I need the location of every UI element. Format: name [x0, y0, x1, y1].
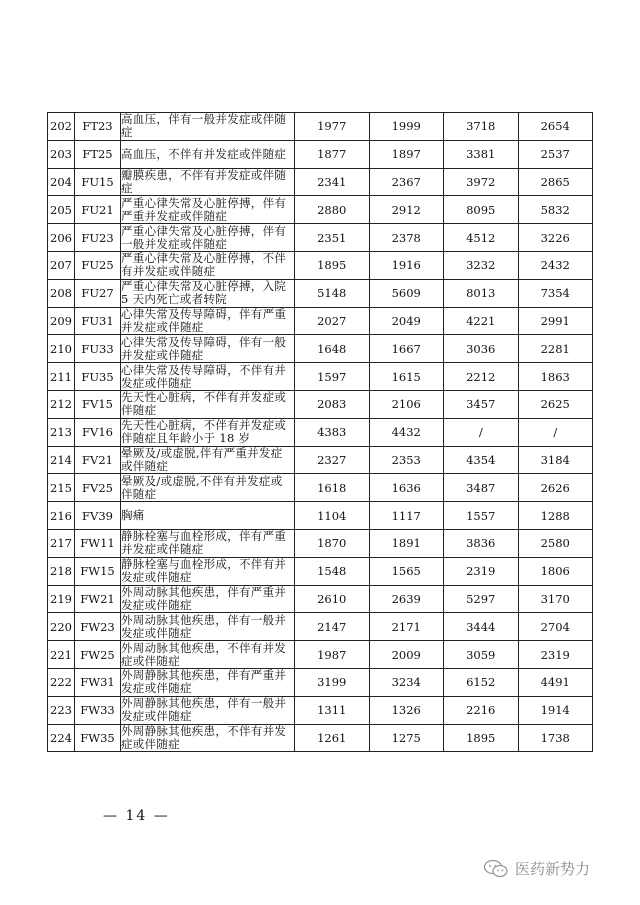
table-row: [48, 557, 593, 585]
value-1: 1548: [295, 557, 370, 585]
value-1: 1311: [295, 696, 370, 724]
row-number: 203: [48, 140, 75, 168]
table-row: [48, 668, 593, 696]
value-1: 2083: [295, 390, 370, 418]
group-name: 心律失常及传导障碍，不伴有并发症或伴随症: [121, 363, 295, 391]
value-4: 2991: [518, 307, 593, 335]
table-row: [48, 585, 593, 613]
value-3: 8095: [444, 196, 519, 224]
row-number: 217: [48, 529, 75, 557]
value-1: 1870: [295, 529, 370, 557]
row-number: 221: [48, 641, 75, 669]
table-row: [48, 418, 593, 446]
value-3: 2319: [444, 557, 519, 585]
drg-code: FW23: [75, 613, 121, 641]
row-number: 212: [48, 390, 75, 418]
group-name: 晕厥及/或虚脱,伴有严重并发症或伴随症: [121, 446, 295, 474]
value-4: 2537: [518, 140, 593, 168]
value-2: 1916: [369, 251, 444, 279]
value-4: 1806: [518, 557, 593, 585]
value-3: 2212: [444, 363, 519, 391]
table-body: [48, 113, 593, 752]
value-1: 2880: [295, 196, 370, 224]
value-2: 4432: [369, 418, 444, 446]
value-4: 7354: [518, 279, 593, 307]
group-name: 先天性心脏病，不伴有并发症或伴随症且年龄小于 18 岁: [121, 418, 295, 446]
drg-code: FU23: [75, 224, 121, 252]
row-number: 208: [48, 279, 75, 307]
row-number: 211: [48, 363, 75, 391]
value-1: 4383: [295, 418, 370, 446]
row-number: 216: [48, 502, 75, 530]
value-4: /: [518, 418, 593, 446]
drg-price-table: [47, 112, 593, 752]
drg-code: FU21: [75, 196, 121, 224]
value-1: 1648: [295, 335, 370, 363]
table-row: [48, 335, 593, 363]
table-row: [48, 196, 593, 224]
wechat-icon: [483, 859, 509, 879]
value-4: 2654: [518, 113, 593, 141]
value-3: 3381: [444, 140, 519, 168]
value-1: 5148: [295, 279, 370, 307]
value-2: 1275: [369, 724, 444, 752]
row-number: 222: [48, 668, 75, 696]
value-3: 6152: [444, 668, 519, 696]
value-4: 3226: [518, 224, 593, 252]
table-row: [48, 140, 593, 168]
table-row: [48, 390, 593, 418]
group-name: 外周静脉其他疾患，伴有一般并发症或伴随症: [121, 696, 295, 724]
row-number: 207: [48, 251, 75, 279]
value-2: 3234: [369, 668, 444, 696]
table-row: [48, 641, 593, 669]
value-2: 2367: [369, 168, 444, 196]
table-row: [48, 529, 593, 557]
value-2: 2106: [369, 390, 444, 418]
drg-code: FW31: [75, 668, 121, 696]
drg-code: FW15: [75, 557, 121, 585]
value-1: 3199: [295, 668, 370, 696]
value-1: 2327: [295, 446, 370, 474]
value-2: 1891: [369, 529, 444, 557]
value-3: 3718: [444, 113, 519, 141]
watermark: [483, 858, 590, 879]
group-name: 高血压，不伴有并发症或伴随症: [121, 140, 295, 168]
drg-code: FU31: [75, 307, 121, 335]
value-2: 2912: [369, 196, 444, 224]
value-1: 1895: [295, 251, 370, 279]
drg-code: FW33: [75, 696, 121, 724]
value-4: 1738: [518, 724, 593, 752]
row-number: 218: [48, 557, 75, 585]
value-1: 2341: [295, 168, 370, 196]
value-4: 1288: [518, 502, 593, 530]
value-3: 3232: [444, 251, 519, 279]
value-4: 2319: [518, 641, 593, 669]
value-1: 1977: [295, 113, 370, 141]
value-3: /: [444, 418, 519, 446]
value-2: 2009: [369, 641, 444, 669]
group-name: 高血压，伴有一般并发症或伴随症: [121, 113, 295, 141]
drg-code: FW25: [75, 641, 121, 669]
value-1: 1104: [295, 502, 370, 530]
value-1: 1618: [295, 474, 370, 502]
drg-code: FT23: [75, 113, 121, 141]
value-2: 1326: [369, 696, 444, 724]
drg-code: FU15: [75, 168, 121, 196]
group-name: 外周动脉其他疾患，伴有严重并发症或伴随症: [121, 585, 295, 613]
value-2: 2639: [369, 585, 444, 613]
value-4: 2281: [518, 335, 593, 363]
group-name: 心律失常及传导障碍，伴有严重并发症或伴随症: [121, 307, 295, 335]
table-row: [48, 113, 593, 141]
drg-code: FW11: [75, 529, 121, 557]
group-name: 外周动脉其他疾患，伴有一般并发症或伴随症: [121, 613, 295, 641]
group-name: 晕厥及/或虚脱,不伴有并发症或伴随症: [121, 474, 295, 502]
row-number: 210: [48, 335, 75, 363]
table-row: [48, 307, 593, 335]
value-3: 3836: [444, 529, 519, 557]
value-1: 2027: [295, 307, 370, 335]
drg-code: FV15: [75, 390, 121, 418]
group-name: 严重心律失常及心脏停搏，伴有一般并发症或伴随症: [121, 224, 295, 252]
group-name: 胸痛: [121, 502, 295, 530]
value-4: 3184: [518, 446, 593, 474]
value-1: 1597: [295, 363, 370, 391]
row-number: 215: [48, 474, 75, 502]
table-row: [48, 279, 593, 307]
value-4: 4491: [518, 668, 593, 696]
table-row: [48, 696, 593, 724]
table-row: [48, 613, 593, 641]
value-2: 2049: [369, 307, 444, 335]
group-name: 严重心律失常及心脏停搏，不伴有并发症或伴随症: [121, 251, 295, 279]
row-number: 220: [48, 613, 75, 641]
table-row: [48, 724, 593, 752]
value-2: 1565: [369, 557, 444, 585]
value-3: 3487: [444, 474, 519, 502]
group-name: 心律失常及传导障碍，伴有一般并发症或伴随症: [121, 335, 295, 363]
drg-code: FT25: [75, 140, 121, 168]
row-number: 206: [48, 224, 75, 252]
value-3: 4221: [444, 307, 519, 335]
value-3: 2216: [444, 696, 519, 724]
value-4: 2865: [518, 168, 593, 196]
value-2: 2378: [369, 224, 444, 252]
value-3: 1557: [444, 502, 519, 530]
value-4: 2580: [518, 529, 593, 557]
value-2: 1615: [369, 363, 444, 391]
drg-code: FU35: [75, 363, 121, 391]
value-3: 8013: [444, 279, 519, 307]
value-1: 1877: [295, 140, 370, 168]
group-name: 先天性心脏病，不伴有并发症或伴随症: [121, 390, 295, 418]
value-3: 4354: [444, 446, 519, 474]
value-3: 3036: [444, 335, 519, 363]
group-name: 静脉栓塞与血栓形成，伴有严重并发症或伴随症: [121, 529, 295, 557]
group-name: 瓣膜疾患，不伴有并发症或伴随症: [121, 168, 295, 196]
value-3: 4512: [444, 224, 519, 252]
value-2: 1999: [369, 113, 444, 141]
row-number: 214: [48, 446, 75, 474]
row-number: 205: [48, 196, 75, 224]
table-row: [48, 251, 593, 279]
value-4: 3170: [518, 585, 593, 613]
group-name: 严重心律失常及心脏停搏，伴有严重并发症或伴随症: [121, 196, 295, 224]
drg-code: FV39: [75, 502, 121, 530]
value-1: 2610: [295, 585, 370, 613]
table-row: [48, 168, 593, 196]
drg-code: FV16: [75, 418, 121, 446]
drg-code: FU25: [75, 251, 121, 279]
value-1: 2351: [295, 224, 370, 252]
row-number: 223: [48, 696, 75, 724]
table-row: [48, 446, 593, 474]
drg-code: FU33: [75, 335, 121, 363]
group-name: 静脉栓塞与血栓形成，不伴有并发症或伴随症: [121, 557, 295, 585]
value-1: 1261: [295, 724, 370, 752]
value-2: 1117: [369, 502, 444, 530]
drg-code: FW21: [75, 585, 121, 613]
value-2: 1667: [369, 335, 444, 363]
value-3: 3059: [444, 641, 519, 669]
group-name: 外周动脉其他疾患，不伴有并发症或伴随症: [121, 641, 295, 669]
value-3: 3972: [444, 168, 519, 196]
value-2: 1897: [369, 140, 444, 168]
value-2: 5609: [369, 279, 444, 307]
value-3: 3444: [444, 613, 519, 641]
value-4: 2704: [518, 613, 593, 641]
value-4: 1914: [518, 696, 593, 724]
value-4: 2432: [518, 251, 593, 279]
row-number: 202: [48, 113, 75, 141]
table-row: [48, 474, 593, 502]
row-number: 219: [48, 585, 75, 613]
drg-code: FV25: [75, 474, 121, 502]
value-4: 1863: [518, 363, 593, 391]
value-3: 1895: [444, 724, 519, 752]
row-number: 224: [48, 724, 75, 752]
table-row: [48, 224, 593, 252]
drg-code: FV21: [75, 446, 121, 474]
watermark-text: 医药新势力: [515, 860, 591, 878]
drg-code: FW35: [75, 724, 121, 752]
value-4: 5832: [518, 196, 593, 224]
group-name: 外周静脉其他疾患，伴有严重并发症或伴随症: [121, 668, 295, 696]
value-2: 1636: [369, 474, 444, 502]
value-2: 2353: [369, 446, 444, 474]
table-row: [48, 363, 593, 391]
row-number: 204: [48, 168, 75, 196]
row-number: 213: [48, 418, 75, 446]
value-3: 5297: [444, 585, 519, 613]
value-1: 1987: [295, 641, 370, 669]
page-number: — 14 —: [103, 808, 170, 824]
value-4: 2625: [518, 390, 593, 418]
value-3: 3457: [444, 390, 519, 418]
group-name: 严重心律失常及心脏停搏，入院 5 天内死亡或者转院: [121, 279, 295, 307]
row-number: 209: [48, 307, 75, 335]
table-row: [48, 502, 593, 530]
value-2: 2171: [369, 613, 444, 641]
value-1: 2147: [295, 613, 370, 641]
value-4: 2626: [518, 474, 593, 502]
group-name: 外周静脉其他疾患，不伴有并发症或伴随症: [121, 724, 295, 752]
drg-code: FU27: [75, 279, 121, 307]
